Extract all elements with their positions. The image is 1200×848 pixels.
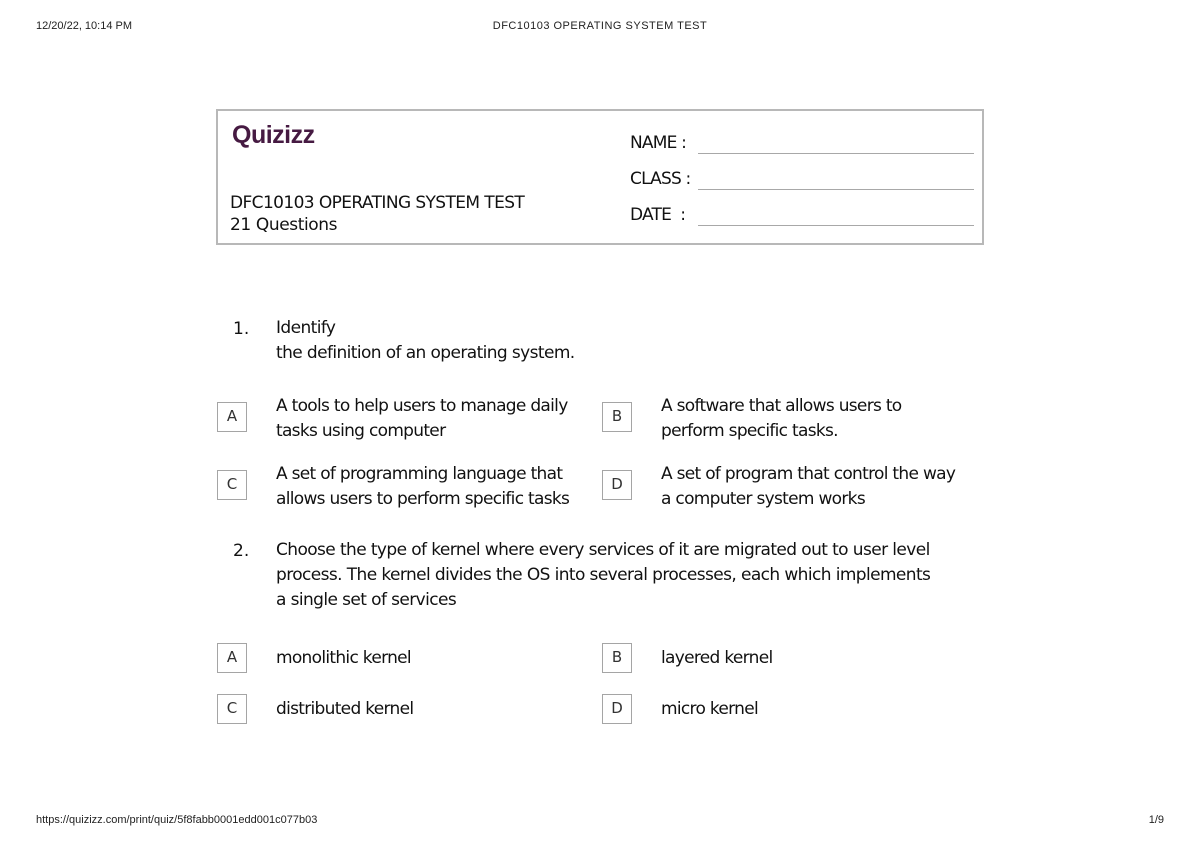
option-a-box[interactable]: A (217, 402, 247, 432)
question-number: 1. (233, 319, 250, 339)
option-d-box[interactable]: D (602, 694, 632, 724)
option-text-line: allows users to perform specific tasks (276, 489, 570, 509)
class-field (630, 169, 974, 191)
print-footer (36, 814, 1164, 828)
option-c-box[interactable]: C (217, 470, 247, 500)
option-text-line: a computer system works (661, 489, 865, 509)
option-text-line: micro kernel (661, 699, 758, 719)
question-text (276, 538, 930, 613)
quizizz-logo: Quizizz (232, 121, 315, 149)
print-title: DFC10103 OPERATING SYSTEM TEST (492, 20, 708, 32)
option-d-text (661, 697, 758, 722)
option-b-box[interactable]: B (602, 643, 632, 673)
question-text-line: Choose the type of kernel where every services of it are migrated out to user level (276, 540, 930, 560)
option-d-text (661, 462, 955, 512)
option-text-line: perform specific tasks. (661, 421, 838, 441)
option-b-box[interactable]: B (602, 402, 632, 432)
question-text-line: process. The kernel divides the OS into several processes, each which implements (276, 565, 931, 585)
question-count: 21 Questions (230, 215, 338, 235)
option-a-text (276, 394, 568, 444)
question-text-line: a single set of services (276, 590, 457, 610)
option-text-line: layered kernel (661, 648, 773, 668)
option-b-text (661, 646, 772, 671)
date-field (630, 205, 974, 227)
option-text-line: monolithic kernel (276, 648, 411, 668)
name-line (698, 153, 974, 154)
option-text-line: A set of program that control the way (661, 464, 956, 484)
option-d-box[interactable]: D (602, 470, 632, 500)
quiz-title: DFC10103 OPERATING SYSTEM TEST (230, 193, 525, 213)
option-text-line: A set of programming language that (276, 464, 563, 484)
option-text-line: distributed kernel (276, 699, 414, 719)
name-label: NAME : (630, 133, 687, 153)
quiz-header-box (216, 109, 984, 245)
question-number: 2. (233, 541, 250, 561)
question-text-line: Identify (276, 318, 336, 338)
question-text-line: the definition of an operating system. (276, 343, 575, 363)
option-c-text (276, 697, 413, 722)
class-label: CLASS : (630, 169, 691, 189)
option-a-box[interactable]: A (217, 643, 247, 673)
option-a-text (276, 646, 411, 671)
option-text-line: A tools to help users to manage daily (276, 396, 568, 416)
option-b-text (661, 394, 902, 444)
print-header (36, 20, 1164, 34)
option-text-line: tasks using computer (276, 421, 446, 441)
class-line (698, 189, 974, 190)
date-label: DATE : (630, 205, 686, 225)
print-url: https://quizizz.com/print/quiz/5f8fabb0001edd001c077b03 (36, 814, 318, 826)
name-field (630, 133, 974, 155)
page-number: 1/9 (1148, 814, 1164, 826)
option-c-box[interactable]: C (217, 694, 247, 724)
date-line (698, 225, 974, 226)
print-timestamp: 12/20/22, 10:14 PM (36, 20, 133, 32)
option-c-text (276, 462, 569, 512)
question-text (276, 316, 575, 366)
option-text-line: A software that allows users to (661, 396, 902, 416)
